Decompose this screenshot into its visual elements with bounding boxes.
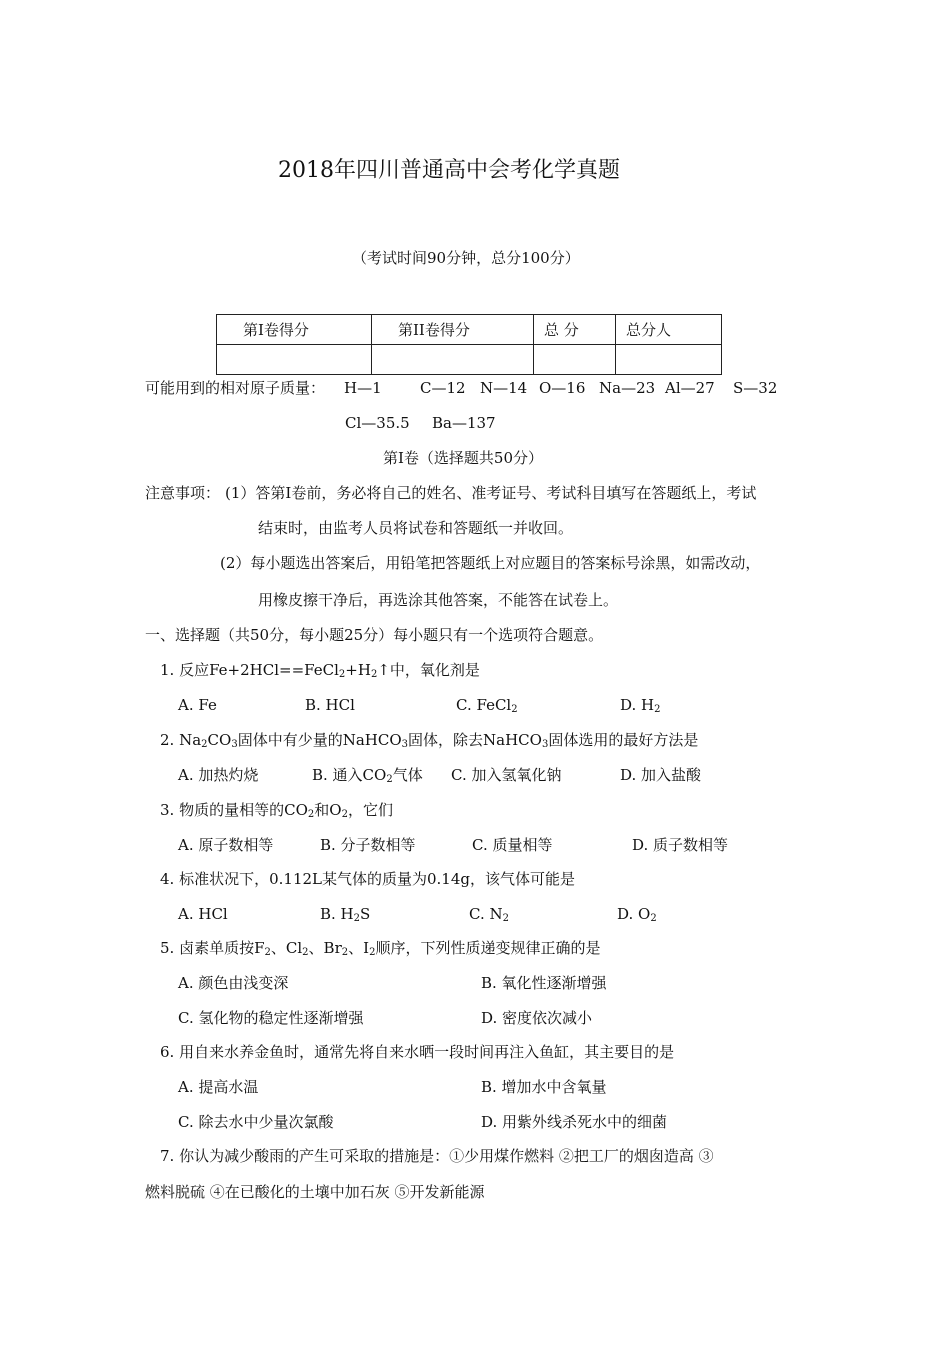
atomic-mass: O—16 xyxy=(539,379,586,397)
option-b[interactable]: B. 分子数相等 xyxy=(320,836,416,854)
notes-label: 注意事项： xyxy=(145,484,221,502)
exam-info: （考试时间90分钟，总分100分） xyxy=(352,249,580,267)
score-value-cell[interactable] xyxy=(372,345,534,375)
score-value-cell[interactable] xyxy=(217,345,372,375)
option-b[interactable]: B. HCl xyxy=(305,696,355,714)
score-header-cell: 总分人 xyxy=(616,315,722,345)
page-title: 2018年四川普通高中会考化学真题 xyxy=(278,158,620,183)
note-2-line-2: 用橡皮擦干净后，再选涂其他答案，不能答在试卷上。 xyxy=(258,591,619,609)
score-value-cell[interactable] xyxy=(534,345,616,375)
atomic-mass: Ba—137 xyxy=(432,414,496,432)
score-header-cell: 第II卷得分 xyxy=(372,315,534,345)
score-table-header-row xyxy=(217,315,722,345)
question-number: 7. xyxy=(160,1147,175,1165)
atomic-mass: C—12 xyxy=(420,379,466,397)
question-2 xyxy=(160,730,698,750)
question-number: 2. xyxy=(160,731,175,749)
option-d[interactable]: D. 用紫外线杀死水中的细菌 xyxy=(481,1113,668,1131)
option-b[interactable]: B. 增加水中含氧量 xyxy=(481,1078,607,1096)
option-a[interactable]: A. 提高水温 xyxy=(178,1078,259,1096)
question-1 xyxy=(160,660,480,680)
question-number: 3. xyxy=(160,801,175,819)
question-7 xyxy=(160,1146,714,1166)
option-b[interactable]: B. 氧化性逐渐增强 xyxy=(481,974,607,992)
option-a[interactable]: A. 颜色由浅变深 xyxy=(178,974,289,992)
note-2-line-1: (2）每小题选出答案后，用铅笔把答题纸上对应题目的答案标号涂黑，如需改动， xyxy=(220,554,761,572)
atomic-mass: N—14 xyxy=(480,379,528,397)
option-a[interactable]: A. HCl xyxy=(178,905,228,923)
question-stem: 标准状况下，0.112L某气体的质量为0.14g，该气体可能是 xyxy=(179,870,575,888)
question-number: 5. xyxy=(160,939,175,957)
option-c[interactable]: C. 质量相等 xyxy=(472,836,553,854)
option-c[interactable]: C. 除去水中少量次氯酸 xyxy=(178,1113,334,1131)
question-6 xyxy=(160,1042,674,1062)
option-d[interactable]: D. $O_2$ xyxy=(617,905,657,924)
option-b[interactable]: B. 通入$CO_2$气体 xyxy=(312,766,423,785)
question-stem: 物质的量相等的$CO_2$和$O_2$，它们 xyxy=(179,801,393,820)
option-d[interactable]: D. 质子数相等 xyxy=(632,836,729,854)
atomic-mass: Al—27 xyxy=(665,379,715,397)
option-c[interactable]: C. 加入氢氧化钠 xyxy=(451,766,562,784)
section-heading: 第Ⅰ卷（选择题共50分） xyxy=(383,449,544,467)
question-number: 1. xyxy=(160,661,175,679)
atomic-masses-label: 可能用到的相对原子质量： xyxy=(145,379,326,397)
part-one-heading: 一、选择题（共50分，每小题25分）每小题只有一个选项符合题意。 xyxy=(145,626,604,644)
option-c[interactable]: C. 氢化物的稳定性逐渐增强 xyxy=(178,1009,364,1027)
question-number: 4. xyxy=(160,870,175,888)
question-stem: 卤素单质按$F_2$、$Cl_2$、$Br_2$、$I_2$顺序，下列性质递变规律正确的是 xyxy=(179,939,601,958)
option-d[interactable]: D. 密度依次减小 xyxy=(481,1009,593,1027)
option-a[interactable]: A. 原子数相等 xyxy=(178,836,274,854)
question-stem: 反应$Fe+2HCl==FeCl_2+H_2↑$中，氧化剂是 xyxy=(179,661,480,680)
option-c[interactable]: C. $N_2$ xyxy=(469,905,509,924)
score-table-value-row xyxy=(217,345,722,375)
note-1-line-2: 结束时，由监考人员将试卷和答题纸一并收回。 xyxy=(258,519,574,537)
option-c[interactable]: C. FeCl$_2$ xyxy=(456,696,518,715)
option-d[interactable]: D. 加入盐酸 xyxy=(620,766,702,784)
note-1-line-1: (1）答第Ⅰ卷前，务必将自己的姓名、准考证号、考试科目填写在答题纸上，考试 xyxy=(225,484,757,502)
atomic-mass: Na—23 xyxy=(599,379,656,397)
score-value-cell[interactable] xyxy=(616,345,722,375)
atomic-mass: S—32 xyxy=(733,379,778,397)
option-d[interactable]: D. $H_2$ xyxy=(620,696,661,715)
option-a[interactable]: A. 加热灼烧 xyxy=(178,766,259,784)
question-stem: $Na_2CO_3$固体中有少量的NaHCO$_3$固体，除去NaHCO$_3$固体选用的最好方法是 xyxy=(179,731,699,750)
question-4 xyxy=(160,869,575,889)
score-table xyxy=(216,314,722,375)
score-header-cell: 总 分 xyxy=(534,315,616,345)
question-number: 6. xyxy=(160,1043,175,1061)
question-stem: 你认为减少酸雨的产生可采取的措施是：①少用煤作燃料 ②把工厂的烟囱造高 ③ xyxy=(179,1147,714,1165)
question-7-continuation: 燃料脱硫 ④在已酸化的土壤中加石灰 ⑤开发新能源 xyxy=(145,1183,485,1201)
atomic-mass: H—1 xyxy=(344,379,382,397)
question-stem: 用自来水养金鱼时，通常先将自来水晒一段时间再注入鱼缸，其主要目的是 xyxy=(179,1043,675,1061)
option-a[interactable]: A. Fe xyxy=(178,696,217,714)
atomic-mass: Cl—35.5 xyxy=(345,414,410,432)
score-header-cell: 第Ⅰ卷得分 xyxy=(217,315,372,345)
question-5 xyxy=(160,938,600,958)
question-3 xyxy=(160,800,393,820)
option-b[interactable]: B. $H_2S$ xyxy=(320,905,371,924)
